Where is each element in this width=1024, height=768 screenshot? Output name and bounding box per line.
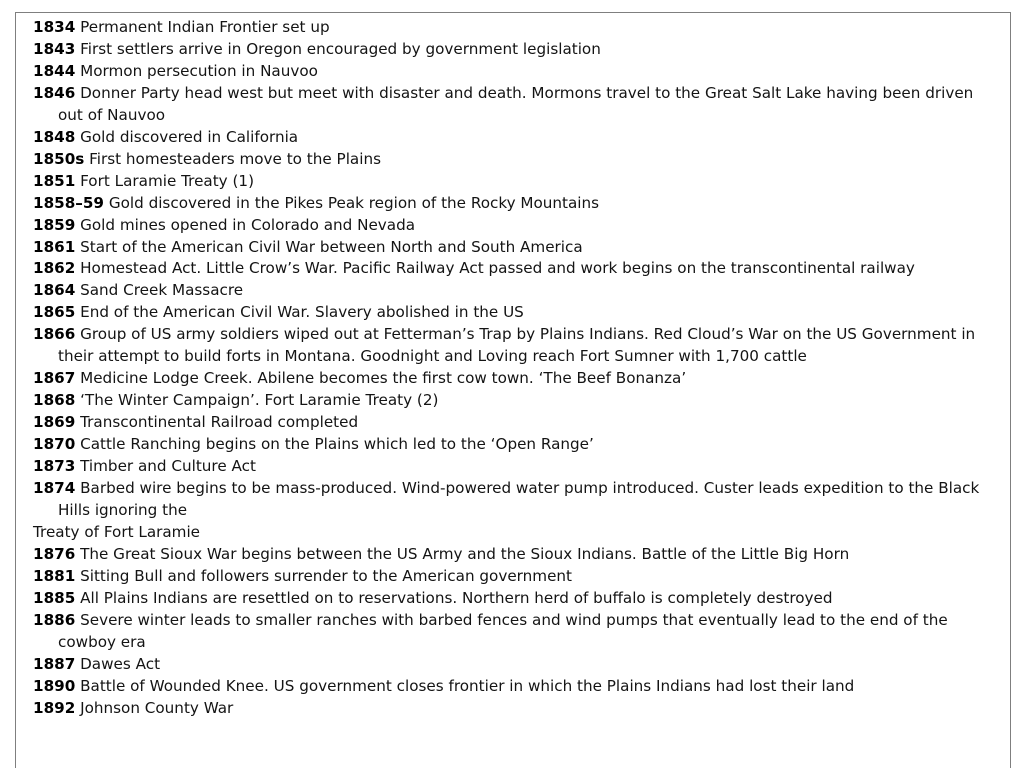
timeline-entry (33, 127, 995, 149)
entry-text: Homestead Act. Little Crow’s War. Pacific Railway Act passed and work begins on the transcontinental railway (80, 259, 915, 278)
timeline-entry (33, 83, 995, 127)
timeline-entry (33, 588, 995, 610)
entry-text: End of the American Civil War. Slavery abolished in the US (80, 303, 524, 322)
entry-text: Group of US army soldiers wiped out at Fetterman’s Trap by Plains Indians. Red Cloud’s War on the US Government in their attempt to build forts in Montana. Goodnight and Loving reach Fort Sumner with 1,700 cattle (58, 325, 976, 366)
entry-year: 1843 (33, 39, 76, 58)
entry-text: Donner Party head west but meet with disaster and death. Mormons travel to the Great Salt Lake having been driven out of Nauvoo (58, 83, 974, 124)
timeline-entry (33, 412, 995, 434)
entry-year: 1864 (33, 281, 76, 300)
entry-text: Timber and Culture Act (80, 457, 256, 476)
entry-year: 1850s (33, 149, 85, 168)
entry-year: 1865 (33, 303, 76, 322)
timeline-entry (33, 258, 995, 280)
timeline-entry (33, 368, 995, 390)
timeline-entry (33, 149, 995, 171)
timeline-entry (33, 193, 995, 215)
timeline-entry (33, 302, 995, 324)
entry-year: 1870 (33, 435, 76, 454)
timeline-entry (33, 280, 995, 302)
timeline-list (33, 17, 995, 720)
timeline-entry (33, 237, 995, 259)
entry-year: 1862 (33, 259, 76, 278)
entry-year: 1868 (33, 391, 76, 410)
entry-year: 1861 (33, 237, 76, 256)
entry-text: Johnson County War (80, 698, 234, 717)
timeline-entry (33, 478, 995, 522)
timeline-entry (33, 522, 995, 544)
timeline-entry (33, 17, 995, 39)
timeline-entry (33, 676, 995, 698)
entry-year: 1844 (33, 61, 76, 80)
entry-text: Gold discovered in the Pikes Peak region of the Rocky Mountains (108, 193, 600, 212)
entry-text: First settlers arrive in Oregon encouraged by government legislation (80, 39, 601, 58)
entry-text: Medicine Lodge Creek. Abilene becomes the first cow town. ‘The Beef Bonanza’ (80, 369, 687, 388)
entry-year: 1890 (33, 676, 76, 695)
entry-year: 1846 (33, 83, 76, 102)
entry-text: Mormon persecution in Nauvoo (80, 61, 318, 80)
timeline-entry (33, 610, 995, 654)
entry-text: First homesteaders move to the Plains (89, 149, 381, 168)
entry-text: ‘The Winter Campaign’. Fort Laramie Treaty (2) (80, 391, 439, 410)
entry-text: Sitting Bull and followers surrender to the American government (80, 566, 572, 585)
entry-year: 1886 (33, 610, 76, 629)
timeline-entry (33, 698, 995, 720)
timeline-entry (33, 61, 995, 83)
entry-text: Sand Creek Massacre (80, 281, 244, 300)
entry-text: Treaty of Fort Laramie (33, 522, 201, 541)
entry-text: All Plains Indians are resettled on to reservations. Northern herd of buffalo is completely destroyed (80, 588, 833, 607)
entry-year: 1892 (33, 698, 76, 717)
entry-year: 1859 (33, 215, 76, 234)
entry-text: Battle of Wounded Knee. US government closes frontier in which the Plains Indians had lost their land (80, 676, 855, 695)
entry-text: Dawes Act (80, 654, 161, 673)
entry-year: 1876 (33, 544, 76, 563)
timeline-entry (33, 654, 995, 676)
entry-text: Gold discovered in California (80, 127, 299, 146)
entry-year: 1881 (33, 566, 76, 585)
timeline-entry (33, 434, 995, 456)
timeline-entry (33, 390, 995, 412)
timeline-entry (33, 171, 995, 193)
entry-text: Fort Laramie Treaty (1) (80, 171, 255, 190)
timeline-entry (33, 456, 995, 478)
entry-year: 1867 (33, 369, 76, 388)
entry-year: 1869 (33, 413, 76, 432)
timeline-entry (33, 324, 995, 368)
entry-year: 1866 (33, 325, 76, 344)
entry-year: 1885 (33, 588, 76, 607)
entry-text: The Great Sioux War begins between the US Army and the Sioux Indians. Battle of the Little Big Horn (80, 544, 850, 563)
entry-text: Transcontinental Railroad completed (80, 413, 359, 432)
entry-year: 1851 (33, 171, 76, 190)
entry-year: 1834 (33, 18, 76, 36)
entry-text: Permanent Indian Frontier set up (80, 18, 330, 36)
timeline-entry (33, 566, 995, 588)
entry-year: 1858–59 (33, 193, 104, 212)
entry-year: 1873 (33, 457, 76, 476)
timeline-entry (33, 215, 995, 237)
entry-text: Barbed wire begins to be mass-produced. Wind-powered water pump introduced. Custer leads expedition to the Black Hills ignoring the (58, 479, 980, 519)
timeline-entry (33, 544, 995, 566)
entry-text: Severe winter leads to smaller ranches with barbed fences and wind pumps that eventually lead to the end of the cowboy era (58, 610, 948, 651)
timeline-entry (33, 39, 995, 61)
entry-year: 1887 (33, 654, 76, 673)
entry-year: 1874 (33, 479, 76, 498)
entry-text: Start of the American Civil War between North and South America (80, 237, 583, 256)
entry-text: Cattle Ranching begins on the Plains which led to the ‘Open Range’ (80, 435, 594, 454)
entry-text: Gold mines opened in Colorado and Nevada (80, 215, 416, 234)
entry-year: 1848 (33, 127, 76, 146)
